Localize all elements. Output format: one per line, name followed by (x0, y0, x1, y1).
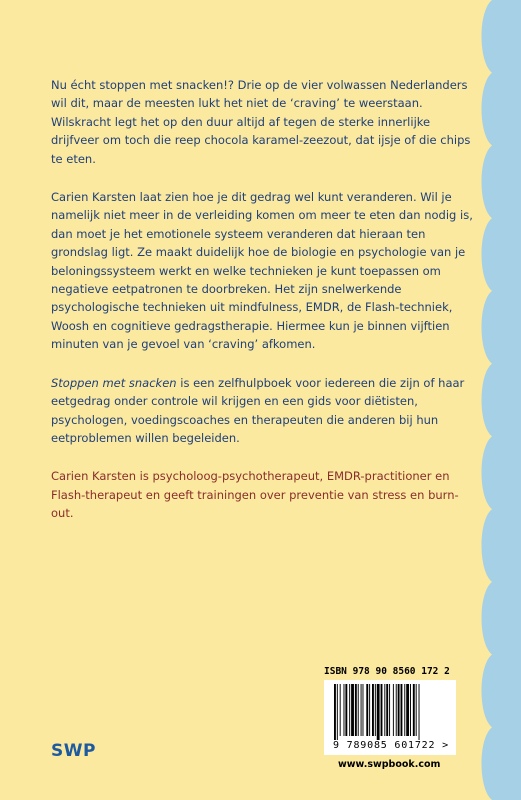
publisher-url[interactable]: www.swpbook.com (338, 759, 441, 770)
barcode-bar (401, 684, 403, 736)
barcode-bar (393, 684, 394, 736)
barcode-bar (366, 684, 368, 736)
barcode-bar (406, 684, 409, 736)
barcode-bar (340, 684, 341, 736)
barcode-bar (372, 684, 374, 736)
blurb-paragraph-3-rest: is een zelfhulpboek voor iedereen die zijn of haar eetgedrag onder controle wil krijgen en een gids voor diëtisten, psychologen, voedingscoaches en therapeuten die anderen bij hun eetproblemen willen begeleiden. (51, 375, 465, 445)
barcode-bar (398, 684, 400, 736)
blurb-paragraph-3 (51, 374, 481, 448)
barcode-bar (345, 684, 347, 736)
barcode-bar (396, 684, 397, 736)
barcode-bar (351, 684, 354, 736)
barcode-bar (344, 684, 345, 736)
barcode-bar (337, 684, 338, 740)
barcode-bar (416, 684, 417, 736)
barcode-bar (410, 684, 411, 736)
barcode-bar (413, 684, 415, 736)
barcode-bar (363, 684, 364, 736)
barcode-bar (361, 684, 362, 736)
barcode-bar (375, 684, 376, 736)
barcode-bar (389, 684, 390, 736)
barcode-bar (334, 684, 336, 740)
barcode-bar (404, 684, 405, 736)
barcode-bar (349, 684, 350, 736)
publisher-logo: SWP (51, 741, 96, 761)
barcode-bar (377, 684, 380, 740)
barcode-bar (419, 684, 420, 740)
isbn-label: ISBN 978 90 8560 172 2 (324, 666, 450, 677)
book-title-italic: Stoppen met snacken (51, 375, 177, 390)
barcode-digits: 9 789085 601722 > (333, 740, 449, 751)
blurb-paragraph-1: Nu écht stoppen met snacken!? Drie op de vier volwassen Nederlanders wil dit, maar de meesten lukt het niet de ‘craving’ te weerstaan. Wilskracht legt het op den duur altijd af tegen de sterke innerlijke drijfveer om toch die reep chocola karamel-zeezout, dat ijsje of die chips te eten. (51, 78, 471, 166)
barcode-bar (381, 684, 383, 736)
back-cover-blurb (51, 76, 481, 543)
barcode-bar (369, 684, 370, 736)
barcode-bar (358, 684, 359, 736)
barcode-icon (324, 680, 456, 755)
barcode-bar (355, 684, 357, 736)
barcode-bars (328, 684, 452, 740)
barcode-bar (386, 684, 388, 736)
barcode-bar (384, 684, 385, 736)
blurb-paragraph-2: Carien Karsten laat zien hoe je dit gedrag wel kunt veranderen. Wil je namelijk niet meer in de verleiding komen om meer te eten dan nodig is, dan moet je het emotionele systeem veranderen dat hieraan ten grondslag ligt. Ze maakt duidelijk hoe de biologie en psychologie van je beloningssysteem werkt en welke technieken je kunt toepassen om negatieve eetpatronen te doorbreken. Het zijn snelwerkende psychologische technieken uit mindfulness, EMDR, de Flash-techniek, Woosh en cognitieve gedragstherapie. Hiermee kun je binnen vijftien minuten van je gevoel van ‘craving’ afkomen. (51, 190, 473, 352)
author-bio: Carien Karsten is psycholoog-psychotherapeut, EMDR-practitioner en Flash-therapeut en geeft trainingen over preventie van stress en burn-out. (51, 469, 459, 521)
